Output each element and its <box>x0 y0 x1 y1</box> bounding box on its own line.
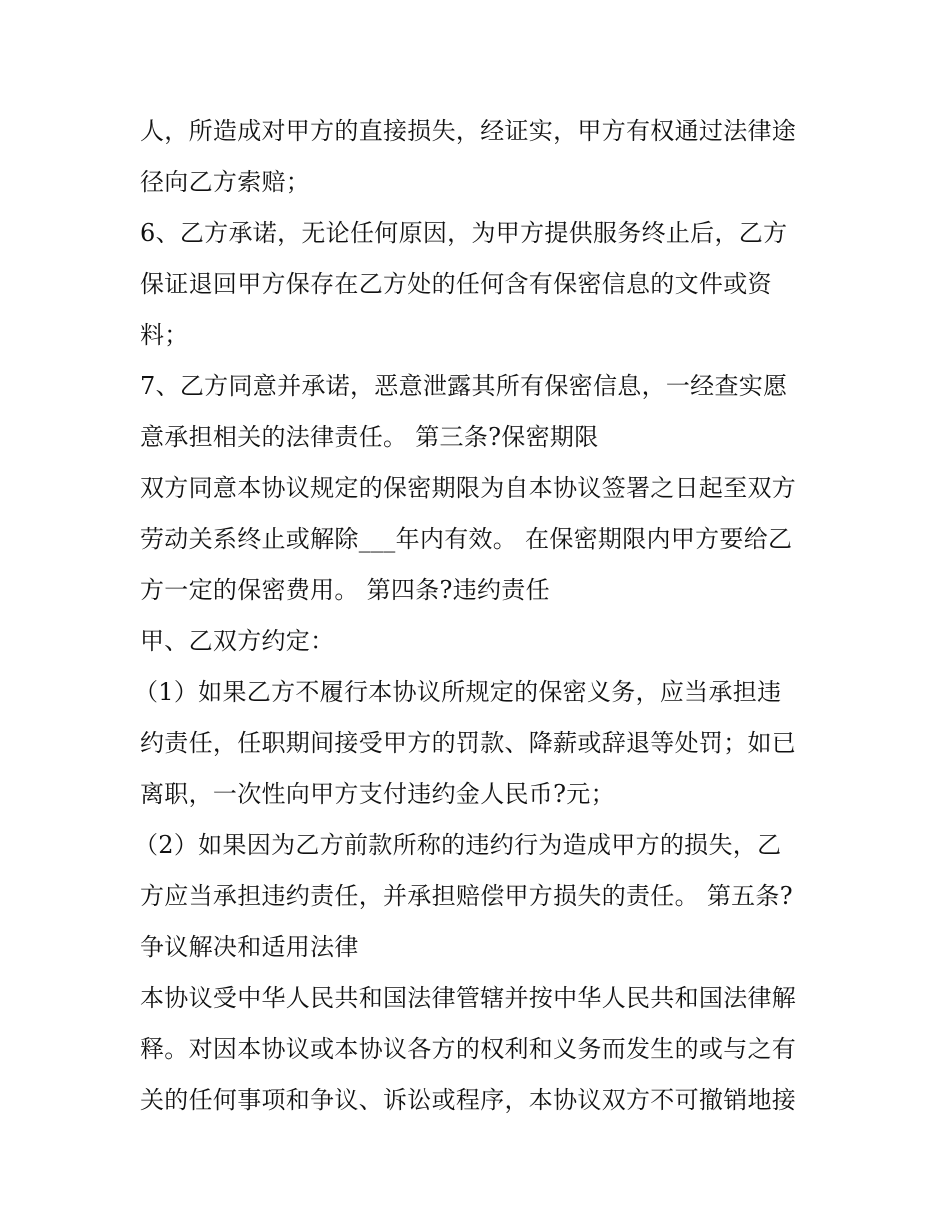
text-line: 劳动关系终止或解除___年内有效。 在保密期限内甲方要给乙 <box>140 525 793 553</box>
text-line: （1）如果乙方不履行本协议所规定的保密义务，应当承担违 <box>134 678 782 706</box>
text-line: 意承担相关的法律责任。 第三条?保密期限 <box>140 423 599 451</box>
text-line: 甲、乙双方约定： <box>140 627 335 655</box>
text-line: 料； <box>140 321 189 349</box>
text-line: 双方同意本协议规定的保密期限为自本协议签署之日起至双方 <box>140 474 797 502</box>
text-line: 径向乙方索赔； <box>140 168 311 196</box>
text-line: 7、乙方同意并承诺，恶意泄露其所有保密信息，一经查实愿 <box>140 372 788 400</box>
text-line: （2）如果因为乙方前款所称的违约行为造成甲方的损失，乙 <box>134 831 782 859</box>
text-line: 离职，一次性向甲方支付违约金人民币?元； <box>140 780 615 808</box>
text-line: 方一定的保密费用。 第四条?违约责任 <box>140 576 550 604</box>
text-line: 本协议受中华人民共和国法律管辖并按中华人民共和国法律解 <box>140 984 797 1012</box>
text-line: 关的任何事项和争议、诉讼或程序，本协议双方不可撤销地接 <box>140 1086 797 1114</box>
text-line: 人，所造成对甲方的直接损失，经证实，甲方有权通过法律途 <box>140 117 797 145</box>
text-line: 6、乙方承诺，无论任何原因，为甲方提供服务终止后，乙方 <box>140 219 788 247</box>
text-line: 约责任，任职期间接受甲方的罚款、降薪或辞退等处罚；如已 <box>140 729 797 757</box>
text-line: 争议解决和适用法律 <box>140 933 359 961</box>
document-body <box>134 106 820 1126</box>
text-line: 释。对因本协议或本协议各方的权利和义务而发生的或与之有 <box>140 1035 797 1063</box>
text-line: 保证退回甲方保存在乙方处的任何含有保密信息的文件或资 <box>140 270 772 298</box>
text-line: 方应当承担违约责任，并承担赔偿甲方损失的责任。 第五条? <box>140 882 793 910</box>
